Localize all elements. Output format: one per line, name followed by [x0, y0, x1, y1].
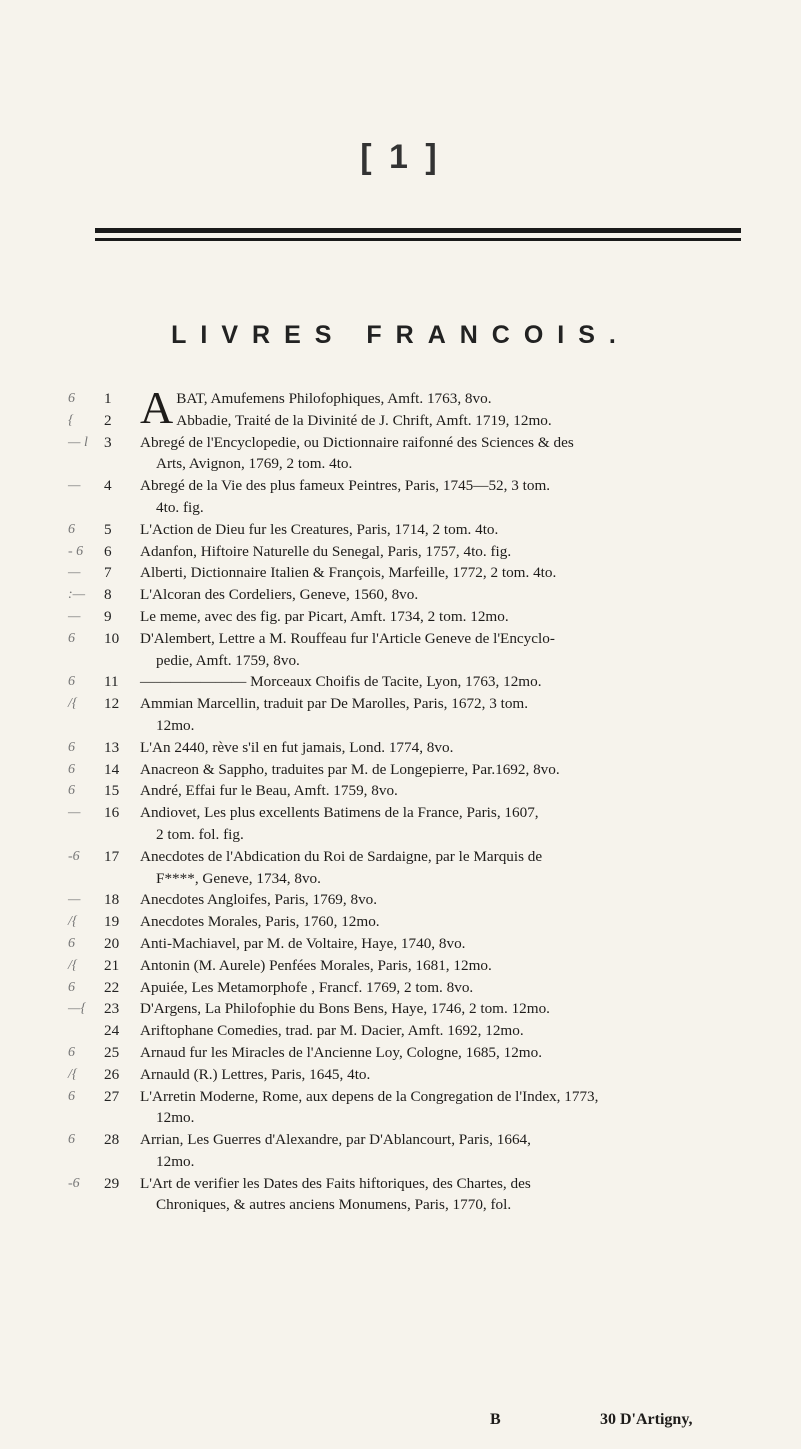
- entry-line: Anti-Machiavel, par M. de Voltaire, Haye, 1740, 8vo.: [140, 934, 466, 952]
- section-title: LIVRES FRANCOIS.: [171, 321, 630, 349]
- entry-number: 13: [104, 738, 120, 756]
- margin-annotation: 6: [68, 630, 75, 646]
- page-number: [ 1 ]: [360, 138, 441, 176]
- entry-text: [140, 1064, 751, 1086]
- entry-text: [140, 693, 751, 737]
- entry-number: 19: [104, 913, 120, 931]
- margin-annotation: 6: [68, 783, 75, 799]
- margin-annotation: 6: [68, 761, 75, 777]
- entry-number: 27: [104, 1087, 120, 1105]
- entry-number: 9: [104, 607, 112, 625]
- entry-number: 18: [104, 891, 120, 909]
- entry-text: [140, 933, 751, 955]
- entry-text: [140, 737, 751, 759]
- entry-text: [140, 889, 751, 911]
- entry-line: Andiovet, Les plus excellents Batimens de la France, Paris, 1607,: [140, 804, 539, 822]
- entry-line: Abbadie, Traité de la Divinité de J. Chrift, Amft. 1719, 12mo.: [176, 411, 552, 429]
- catalogue-entry: [0, 410, 801, 432]
- entry-number: 21: [104, 956, 120, 974]
- entry-text: [140, 955, 751, 977]
- entry-line: Alberti, Dictionnaire Italien & François, Marfeille, 1772, 2 tom. 4to.: [140, 564, 557, 582]
- entry-number: 20: [104, 934, 120, 952]
- margin-annotation: :—: [68, 587, 86, 603]
- margin-annotation: —: [68, 892, 81, 908]
- entry-text: [140, 628, 751, 672]
- header-rule: [95, 228, 741, 233]
- entry-text: [140, 998, 751, 1020]
- margin-annotation: 6: [68, 674, 75, 690]
- catalogue-entry: [0, 475, 801, 519]
- margin-annotation: —: [68, 608, 81, 624]
- entry-text: [140, 1020, 751, 1042]
- entry-line: Anacreon & Sappho, traduites par M. de Longepierre, Par.1692, 8vo.: [140, 760, 560, 778]
- entry-number: 25: [104, 1043, 120, 1061]
- entry-line: D'Argens, La Philofophie du Bons Bens, Haye, 1746, 2 tom. 12mo.: [140, 1000, 550, 1018]
- entry-continuation-line: Chroniques, & autres anciens Monumens, Paris, 1770, fol.: [156, 1196, 512, 1214]
- catalogue-entry: [0, 977, 801, 999]
- margin-annotation: —: [68, 565, 81, 581]
- entry-text: [140, 410, 751, 432]
- entry-text: [140, 671, 751, 693]
- entry-line: L'Arretin Moderne, Rome, aux depens de la Congregation de l'Index, 1773,: [140, 1087, 599, 1105]
- entry-continuation-line: 12mo.: [156, 1152, 195, 1170]
- catalogue-entry: [0, 541, 801, 563]
- entry-number: 17: [104, 847, 120, 865]
- entry-number: 1: [104, 390, 112, 407]
- catalogue-entry: [0, 671, 801, 693]
- entry-number: 4: [104, 477, 112, 495]
- entry-continuation-line: 4to. fig.: [156, 498, 204, 516]
- entry-text: [140, 911, 751, 933]
- entry-text: [140, 541, 751, 563]
- entry-number: 2: [104, 411, 112, 429]
- entry-line: Arrian, Les Guerres d'Alexandre, par D'Ablancourt, Paris, 1664,: [140, 1131, 531, 1149]
- entry-text: [140, 606, 751, 628]
- entry-text: [140, 475, 751, 519]
- entry-line: André, Effai fur le Beau, Amft. 1759, 8vo.: [140, 782, 398, 800]
- margin-annotation: 6: [68, 935, 75, 951]
- catalogue-entry: [0, 584, 801, 606]
- entry-line: BAT, Amufemens Philofophiques, Amft. 1763, 8vo.: [176, 390, 492, 407]
- catchword: 30 D'Artigny,: [600, 1411, 693, 1428]
- entry-line: Ammian Marcellin, traduit par De Marolles, Paris, 1672, 3 tom.: [140, 695, 529, 713]
- entry-number: 28: [104, 1131, 120, 1149]
- entry-number: 15: [104, 782, 120, 800]
- signature-mark: B: [490, 1411, 501, 1428]
- margin-annotation: 6: [68, 1132, 75, 1148]
- margin-annotation: /{: [68, 957, 78, 973]
- margin-annotation: —{: [68, 1001, 87, 1017]
- drop-capital: A: [140, 382, 174, 433]
- entry-line: Adanfon, Hiftoire Naturelle du Senegal, Paris, 1757, 4to. fig.: [140, 542, 512, 560]
- margin-annotation: 6: [68, 391, 75, 406]
- catalogue-entry: [0, 759, 801, 781]
- catalogue-entry: [0, 432, 801, 476]
- entry-number: 10: [104, 629, 120, 647]
- entry-text: [140, 1173, 751, 1217]
- entry-continuation-line: F****, Geneve, 1734, 8vo.: [156, 869, 321, 887]
- margin-annotation: 6: [68, 521, 75, 537]
- entry-line: Anecdotes de l'Abdication du Roi de Sardaigne, par le Marquis de: [140, 847, 543, 865]
- entry-continuation-line: 12mo.: [156, 716, 195, 734]
- entry-text: [140, 846, 751, 890]
- entry-continuation-line: 2 tom. fol. fig.: [156, 825, 244, 843]
- entry-number: 5: [104, 520, 112, 538]
- catalogue-entry: [0, 1020, 801, 1042]
- catalogue-entry: [0, 562, 801, 584]
- entry-continuation-line: 12mo.: [156, 1109, 195, 1127]
- catalogue-entry: [0, 802, 801, 846]
- entry-number: 12: [104, 695, 120, 713]
- catalogue-entry: [0, 1173, 801, 1217]
- margin-annotation: 6: [68, 739, 75, 755]
- entry-line: Apuiée, Les Metamorphofe , Francf. 1769, 2 tom. 8vo.: [140, 978, 474, 996]
- entry-text: [140, 562, 751, 584]
- entry-line: Anecdotes Angloifes, Paris, 1769, 8vo.: [140, 891, 378, 909]
- entry-text: [140, 759, 751, 781]
- catalogue-entry: [0, 1129, 801, 1173]
- catalogue-entry: [0, 1064, 801, 1086]
- entry-number: 14: [104, 760, 120, 778]
- margin-annotation: 6: [68, 1044, 75, 1060]
- catalogue-entry: [0, 889, 801, 911]
- catalogue-entry: [0, 1042, 801, 1064]
- catalogue-entry: [0, 606, 801, 628]
- entry-line: L'Alcoran des Cordeliers, Geneve, 1560, 8vo.: [140, 586, 419, 604]
- margin-annotation: —: [68, 478, 81, 494]
- entry-line: L'Art de verifier les Dates des Faits hiftoriques, des Chartes, des: [140, 1174, 531, 1192]
- entry-number: 7: [104, 564, 112, 582]
- entry-text: [140, 432, 751, 476]
- margin-annotation: {: [68, 412, 74, 428]
- entry-number: 26: [104, 1065, 120, 1083]
- entry-line: L'Action de Dieu fur les Creatures, Paris, 1714, 2 tom. 4to.: [140, 520, 499, 538]
- entry-text: [140, 584, 751, 606]
- catalogue-entry: [0, 1086, 801, 1130]
- entry-text: [140, 1129, 751, 1173]
- catalogue-entry: [0, 737, 801, 759]
- entry-line: Abregé de la Vie des plus fameux Peintres, Paris, 1745—52, 3 tom.: [140, 477, 551, 495]
- margin-annotation: /{: [68, 914, 78, 930]
- margin-annotation: - 6: [68, 543, 84, 559]
- entry-number: 6: [104, 542, 112, 560]
- entry-number: 11: [104, 673, 119, 691]
- entry-number: 8: [104, 586, 112, 604]
- margin-annotation: -6: [68, 1175, 80, 1191]
- catalogue-entry: [0, 846, 801, 890]
- entry-text: [140, 802, 751, 846]
- entry-line: Arnaud fur les Miracles de l'Ancienne Loy, Cologne, 1685, 12mo.: [140, 1043, 543, 1061]
- margin-annotation: 6: [68, 1088, 75, 1104]
- entry-continuation-line: pedie, Amft. 1759, 8vo.: [156, 651, 300, 669]
- header-rule-thin: [95, 238, 741, 241]
- entry-line: Ariftophane Comedies, trad. par M. Dacier, Amft. 1692, 12mo.: [140, 1022, 524, 1040]
- catalogue-entry: [0, 628, 801, 672]
- margin-annotation: -6: [68, 848, 80, 864]
- entry-line: Arnauld (R.) Lettres, Paris, 1645, 4to.: [140, 1065, 371, 1083]
- entry-line: Anecdotes Morales, Paris, 1760, 12mo.: [140, 913, 380, 931]
- entry-number: 23: [104, 1000, 120, 1018]
- margin-annotation: 6: [68, 979, 75, 995]
- entry-line: Le meme, avec des fig. par Picart, Amft. 1734, 2 tom. 12mo.: [140, 607, 509, 625]
- entry-number: 22: [104, 978, 120, 996]
- entry-text: [140, 977, 751, 999]
- entry-line: L'An 2440, rève s'il en fut jamais, Lond. 1774, 8vo.: [140, 738, 454, 756]
- entry-text: [140, 1086, 751, 1130]
- entry-text: [140, 519, 751, 541]
- catalogue-entry: [0, 911, 801, 933]
- catalogue-entry: [0, 955, 801, 977]
- entry-text: [140, 780, 751, 802]
- catalogue-entries: [0, 382, 801, 1216]
- entry-line: ——————— Morceaux Choifis de Tacite, Lyon, 1763, 12mo.: [140, 673, 542, 691]
- entry-line: D'Alembert, Lettre a M. Rouffeau fur l'Article Geneve de l'Encyclo-: [140, 629, 555, 647]
- entry-number: 3: [104, 433, 112, 451]
- entry-number: 29: [104, 1174, 120, 1192]
- catalogue-entry: [0, 519, 801, 541]
- margin-annotation: /{: [68, 1066, 78, 1082]
- catalogue-entry: [0, 693, 801, 737]
- entry-text: [140, 1042, 751, 1064]
- entry-continuation-line: Arts, Avignon, 1769, 2 tom. 4to.: [156, 455, 353, 473]
- entry-line: Abregé de l'Encyclopedie, ou Dictionnaire raifonné des Sciences & des: [140, 433, 574, 451]
- entry-number: 24: [104, 1022, 120, 1040]
- entry-number: 16: [104, 804, 120, 822]
- catalogue-entry: [0, 998, 801, 1020]
- margin-annotation: —: [68, 805, 81, 821]
- catalogue-entry: [0, 780, 801, 802]
- catalogue-entry: [0, 933, 801, 955]
- entry-line: Antonin (M. Aurele) Penfées Morales, Paris, 1681, 12mo.: [140, 956, 492, 974]
- margin-annotation: — l: [68, 434, 88, 450]
- margin-annotation: /{: [68, 696, 78, 712]
